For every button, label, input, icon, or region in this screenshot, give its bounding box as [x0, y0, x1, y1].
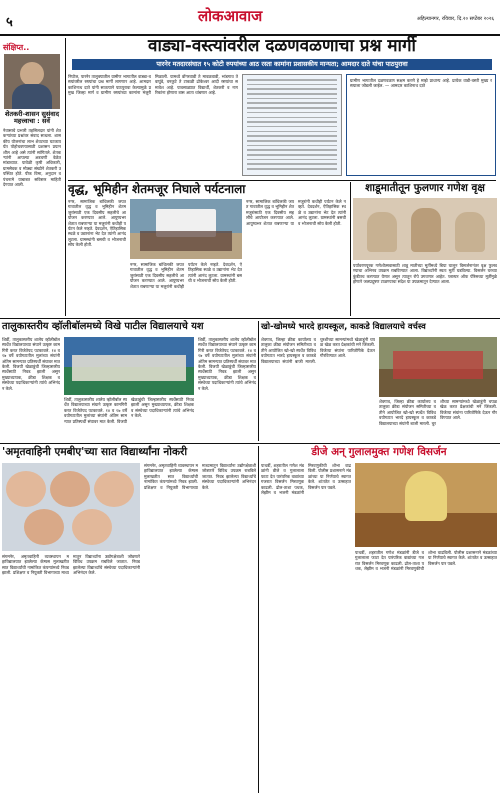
rule-3: [0, 318, 500, 319]
kho-kho-body: शेवगाव, जिल्हा क्रीडा कार्यालय व तालुका क्रीडा संयोजन समितीच्या वतीने आयोजित खो-खो स्पर्धेत विविध वयोगटात भारदे हायस्कूल व काकडे विद्यालयाच्या संघांनी बाजी मारली. चुरशीच्या सामन्यांमध्ये खेळाडूंनी चपळ खेळ करत प्रेक्षकांची मने जिंकली. विजेत्या संघांना पारितोषिके देऊन गौरविण्यात आले.: [261, 337, 375, 364]
sidebar-headline: शेतकरी-शासन सुसंवाद महत्त्वाचा : सर्वे: [4, 110, 60, 125]
ganesh-tree-story: [353, 182, 497, 316]
kho-kho-story: [261, 321, 497, 441]
ganesh-tree-body: पर्यावरणपूरक गणेशोत्सवासाठी शाडू मातीच्या मूर्तीमध्ये बिया घालून विसर्जनानंतर वृक्ष फुलवण्याचा अभिनव उपक्रम राबविण्यात आला. विद्यार्थ्यांनी स्वतः मूर्ती घडविल्या. विसर्जन घरच्या कुंडीतच करण्यात येणार असून त्यातून रोपे उगवणार आहेत. प्लास्टर ऑफ पॅरिसच्या मूर्तीमुळे होणारे जलप्रदूषण टाळण्याचा संदेश या उपक्रमातून देण्यात आला.: [353, 263, 497, 285]
rule-4: [258, 321, 259, 441]
kho-kho-photo: [379, 337, 497, 397]
picnic-headline: वृद्ध, भूमिहीन शेतमजूर निघाले पर्यटनाला: [68, 182, 246, 196]
kho-kho-headline: खो-खोमध्ये भारदे हायस्कूल, काकडे विद्यालयाचे वर्चस्व: [261, 321, 426, 331]
volleyball-body-right: शिर्डी, तालुकास्तरीय शालेय व्हॉलीबॉल स्पर्धेत विद्यालयाच्या संघाने उत्कृष्ट कामगिरी करत विजेतेपद पटकावले. १४ व १७ वर्षे वयोगटातील मुलांच्या संघांनी अंतिम सामन्यात प्रतिस्पर्धी संघावर मात केली. विजयी खेळाडूंची जिल्हास्तरीय स्पर्धेसाठी निवड झाली असून मुख्याध्यापक, क्रीडा शिक्षक व संस्थेच्या पदाधिकाऱ्यांनी त्यांचे अभिनंदन केले.: [198, 337, 256, 391]
ganesh-tree-photo: [353, 198, 497, 260]
picnic-story: [68, 182, 348, 316]
top-story-body: निघोज, पारनेर तालुक्यातील ग्रामीण भागातील वाड्या-वस्त्यांवरील रस्त्यांचा प्रश्न मार्गी लागणार आहे. आमदार काशिनाथ दाते यांनी सातत्याने पाठपुरावा केल्यामुळे प्रमुख जिल्हा मार्ग व ग्रामीण रस्त्यांच्या कामांना मंजुरी मिळाली. यामध्ये डोंगरवाडी ते मावळवाडी, भांडगाव ते वाघुंडे, वनकुटे ते टाकळी ढोकेश्वर आदी रस्त्यांचा समावेश आहे. पावसाळ्यात विद्यार्थी, शेतकरी व नागरिकांना होणारा त्रास आता थांबणार आहे.: [68, 74, 238, 96]
page-number: ५: [6, 15, 13, 30]
mba-headline: 'अमृतवाहिनी एमबीए'च्या सात विद्यार्थ्यांना नोकरी: [2, 446, 188, 458]
volleyball-photo: [64, 337, 194, 395]
rule-1: [68, 180, 496, 181]
sidebar-photo: [4, 54, 60, 109]
picnic-body-right: नगर, सामाजिक बांधिलकी जपत गावातील वृद्ध व भूमिहीन शेतमजुरांसाठी एक दिवसीय सहलीचे आयोजन करण्यात आले. आयुष्यभर शेतात राबणाऱ्या या मजुरांनी कधीही पर्यटन केले नव्हते. देवदर्शन, ऐतिहासिक स्थळे व उद्यानांना भेट देत त्यांनी आनंद लुटला. ग्रामस्थांनी बसची व भोजनाची सोय केली होती.: [246, 199, 346, 226]
top-story-headline: वाड्या-वस्त्यांवरील दळणवळणाचा प्रश्न मार्गी: [148, 36, 416, 56]
mba-story: [2, 446, 256, 793]
sidebar-divider: [65, 38, 66, 316]
sidebar-label: संक्षिप्त..: [3, 43, 30, 52]
sidebar-body: नेवासाचे प्रभारी तहसिलदार यांनी शेतकऱ्यांच्या प्रश्नांवर संवाद साधला. शासकीय योजनांचा लाभ शेवटच्या घटकापर्यंत पोहोचवण्यासाठी प्रशासन प्रयत्नशील आहे असे त्यांनी सांगितले. शेतकऱ्यांनी आपल्या अडचणी वेळेत मांडाव्यात. यावेळी कृषी अधिकारी, ग्रामसेवक व मोठ्या संख्येने शेतकरी उपस्थित होते. पीक विमा, अनुदान व पंचनामे याबाबत सविस्तर माहिती देण्यात आली.: [3, 128, 61, 188]
dj-headline: डीजे अन् गुलालमुक्त गणेश विसर्जन: [311, 446, 447, 458]
date-line: अहिल्यानगर, रविवार, दि.२० सप्टेंबर २०२६: [416, 16, 494, 22]
volleyball-body-bottom: शिर्डी, तालुकास्तरीय शालेय व्हॉलीबॉल स्पर्धेत विद्यालयाच्या संघाने उत्कृष्ट कामगिरी करत विजेतेपद पटकावले. १४ व १७ वर्षे वयोगटातील मुलांच्या संघांनी अंतिम सामन्यात प्रतिस्पर्धी संघावर मात केली. विजयी खेळाडूंची जिल्हास्तरीय स्पर्धेसाठी निवड झाली असून मुख्याध्यापक, क्रीडा शिक्षक व संस्थेच्या पदाधिकाऱ्यांनी त्यांचे अभिनंदन केले.: [64, 397, 194, 424]
top-story-map-panel: [242, 74, 342, 176]
picnic-body-left: नगर, सामाजिक बांधिलकी जपत गावातील वृद्ध व भूमिहीन शेतमजुरांसाठी एक दिवसीय सहलीचे आयोजन करण्यात आले. आयुष्यभर शेतात राबणाऱ्या या मजुरांनी कधीही पर्यटन केले नव्हते. देवदर्शन, ऐतिहासिक स्थळे व उद्यानांना भेट देत त्यांनी आनंद लुटला. ग्रामस्थांनी बसची व भोजनाची सोय केली होती.: [68, 199, 126, 248]
mba-body-left: संगमनेर, अमृतवाहिनी व्यवस्थापन महाविद्यालयात झालेल्या कॅम्पस मुलाखतीत सात विद्यार्थ्यांची नामांकित कंपन्यांमध्ये निवड झाली. प्रशिक्षण व नियुक्ती विभागाच्या माध्यमातून विद्यार्थ्यांना उद्योगक्षेत्राशी जोडणारे विविध उपक्रम राबविले जातात. निवड झालेल्या विद्यार्थ्यांचे संस्थेच्या पदाधिकाऱ्यांनी अभिनंदन केले.: [2, 554, 140, 576]
dj-body-left: पाथर्डी, शहरातील गणेश मंडळांनी डीजे व गुलालाला फाटा देत पारंपरिक वाद्यांच्या गजरात विसर्जन मिरवणूक काढली. ढोल-ताशा पथक, लेझीम व भजनी मंडळांनी मिरवणुकीची शोभा वाढविली. पोलीस प्रशासनाने मंडळांच्या या निर्णयाचे स्वागत केले. शांततेत व उत्साहात विसर्जन पार पडले.: [261, 463, 351, 496]
paper-logo: लोकआवाज: [198, 7, 263, 25]
top-story-subhead: पारनेर मतदारसंघात १५ कोटी रुपयांच्या आठ रस्ता कामांना प्रशासकीय मान्यता; आमदार दाते यांचा पाठपुरावा: [72, 59, 492, 70]
rule-5: [0, 443, 500, 444]
top-story-quote: ग्रामीण भागातील दळणवळण सक्षम करणे हे माझे प्राधान्य आहे. प्रत्येक वाडी-वस्ती मुख्य रस्त्याला जोडली जाईल. — आमदार काशिनाथ दाते: [350, 78, 492, 89]
mba-photo: [2, 463, 140, 551]
volleyball-body-left: शिर्डी, तालुकास्तरीय शालेय व्हॉलीबॉल स्पर्धेत विद्यालयाच्या संघाने उत्कृष्ट कामगिरी करत विजेतेपद पटकावले. १४ व १७ वर्षे वयोगटातील मुलांच्या संघांनी अंतिम सामन्यात प्रतिस्पर्धी संघावर मात केली. विजयी खेळाडूंची जिल्हास्तरीय स्पर्धेसाठी निवड झाली असून मुख्याध्यापक, क्रीडा शिक्षक व संस्थेच्या पदाधिकाऱ्यांनी त्यांचे अभिनंदन केले.: [2, 337, 60, 391]
top-story-quote-box: [346, 74, 496, 176]
masthead: [0, 0, 500, 40]
volleyball-story: [2, 321, 256, 441]
picnic-body-mid: नगर, सामाजिक बांधिलकी जपत गावातील वृद्ध व भूमिहीन शेतमजुरांसाठी एक दिवसीय सहलीचे आयोजन करण्यात आले. आयुष्यभर शेतात राबणाऱ्या या मजुरांनी कधीही पर्यटन केले नव्हते. देवदर्शन, ऐतिहासिक स्थळे व उद्यानांना भेट देत त्यांनी आनंद लुटला. ग्रामस्थांनी बसची व भोजनाची सोय केली होती.: [130, 262, 242, 289]
mba-body-right: संगमनेर, अमृतवाहिनी व्यवस्थापन महाविद्यालयात झालेल्या कॅम्पस मुलाखतीत सात विद्यार्थ्यांची नामांकित कंपन्यांमध्ये निवड झाली. प्रशिक्षण व नियुक्ती विभागाच्या माध्यमातून विद्यार्थ्यांना उद्योगक्षेत्राशी जोडणारे विविध उपक्रम राबविले जातात. निवड झालेल्या विद्यार्थ्यांचे संस्थेच्या पदाधिकाऱ्यांनी अभिनंदन केले.: [144, 463, 256, 490]
top-story: [68, 38, 496, 178]
dj-body-right: पाथर्डी, शहरातील गणेश मंडळांनी डीजे व गुलालाला फाटा देत पारंपरिक वाद्यांच्या गजरात विसर्जन मिरवणूक काढली. ढोल-ताशा पथक, लेझीम व भजनी मंडळांनी मिरवणुकीची शोभा वाढविली. पोलीस प्रशासनाने मंडळांच्या या निर्णयाचे स्वागत केले. शांततेत व उत्साहात विसर्जन पार पडले.: [355, 550, 497, 572]
sidebar: [0, 38, 64, 316]
rule-2: [350, 182, 351, 316]
dj-photo: [355, 463, 497, 547]
rule-6: [258, 446, 259, 793]
picnic-photo: [130, 199, 242, 259]
kho-kho-body-2: शेवगाव, जिल्हा क्रीडा कार्यालय व तालुका क्रीडा संयोजन समितीच्या वतीने आयोजित खो-खो स्पर्धेत विविध वयोगटात भारदे हायस्कूल व काकडे विद्यालयाच्या संघांनी बाजी मारली. चुरशीच्या सामन्यांमध्ये खेळाडूंनी चपळ खेळ करत प्रेक्षकांची मने जिंकली. विजेत्या संघांना पारितोषिके देऊन गौरविण्यात आले.: [379, 399, 497, 426]
dj-story: [261, 446, 497, 793]
ganesh-tree-headline: शाडूमातीतून फुलणार गणेश वृक्ष: [365, 182, 485, 194]
volleyball-headline: तालुकास्तरीय व्हॉलीबॉलमध्ये विखे पाटील विद्यालयाचे यश: [2, 321, 204, 332]
